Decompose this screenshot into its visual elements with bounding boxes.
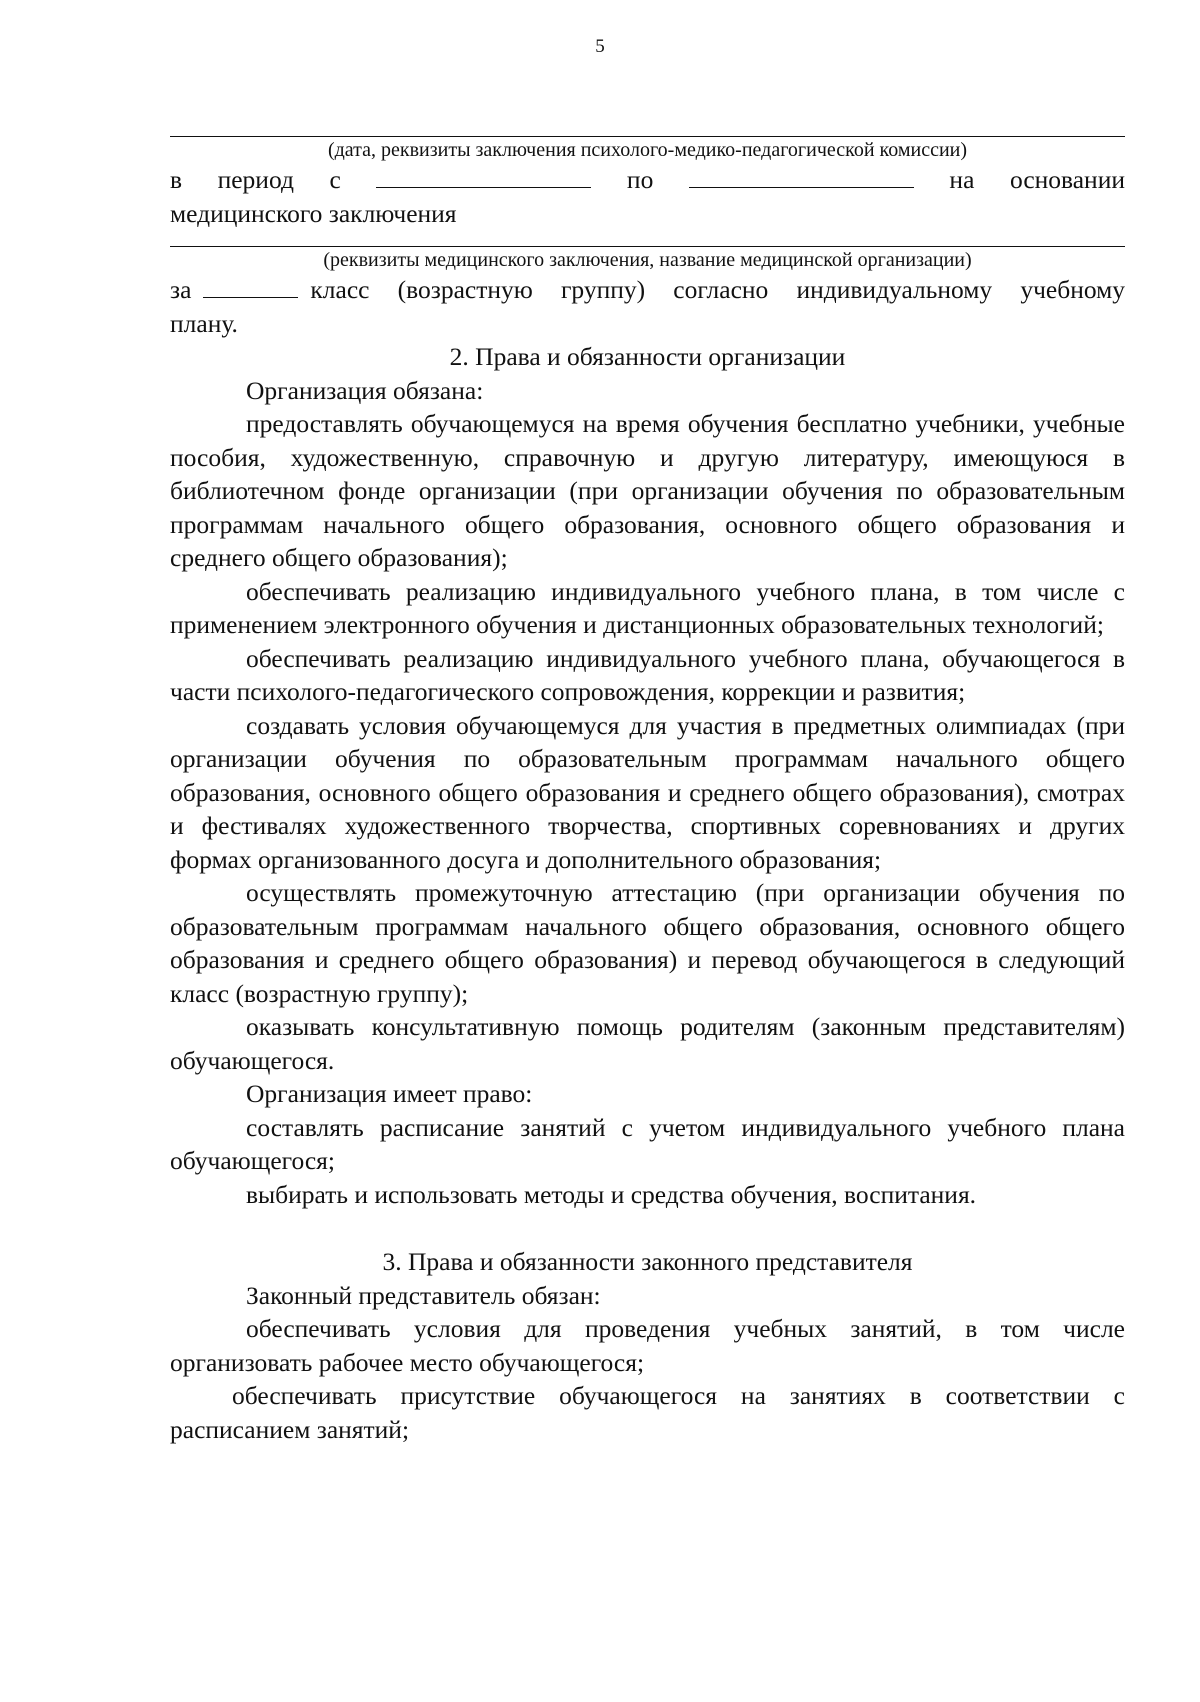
plan-end-text: плану. — [170, 308, 238, 338]
org-right-1: составлять расписание занятий с учетом индивидуального учебного плана обучающегося; — [170, 1112, 1125, 1175]
section-3-heading: 3. Права и обязанности законного представителя — [382, 1247, 913, 1276]
period-word-na: на — [949, 165, 975, 194]
org-right-2: выбирать и использовать методы и средства обучения, воспитания. — [246, 1179, 977, 1209]
class-line — [170, 273, 1125, 307]
org-duty-2: обеспечивать реализацию индивидуального учебного плана, в том числе с применением электронного обучения и дистанционных образовательных технологий; — [170, 576, 1125, 639]
period-start-blank — [376, 165, 591, 188]
med-caption: (реквизиты медицинского заключения, название медицинской организации) — [323, 249, 972, 271]
org-duty-3: обеспечивать реализацию индивидуального учебного плана, обучающегося в части психолого-педагогического сопровождения, коррекции и развития; — [170, 643, 1125, 706]
class-blank — [203, 275, 298, 298]
org-obliged-label: Организация обязана: — [246, 375, 484, 405]
org-duty-5: осуществлять промежуточную аттестацию (при организации обучения по образовательным программам начального общего образования, основного общего образования и среднего общего образования) и перевод обучающегося в следующий класс (возрастную группу); — [170, 878, 1125, 1008]
period-word-v: в — [170, 165, 183, 194]
page-number: 5 — [595, 36, 605, 57]
med-fill-line — [170, 230, 1125, 247]
period-word-s: с — [329, 165, 341, 194]
org-duty-1: предоставлять обучающемуся на время обучения бесплатно учебники, учебные пособия, художественную, справочную и другую литературу, имеющуюся в библиотечном фонде организации (при организации обучения по образовательным программам начального общего образования, основного общего образования и среднего общего образования); — [170, 409, 1125, 572]
rep-obliged-label: Законный представитель обязан: — [246, 1280, 601, 1310]
org-duty-6: оказывать консультативную помощь родителям (законным представителям) обучающегося. — [170, 1012, 1125, 1075]
period-word-po: по — [626, 165, 654, 194]
period-line — [170, 163, 1125, 197]
class-rest: класс (возрастную группу) согласно индивидуальному учебному — [310, 275, 1125, 304]
period-end-blank — [689, 165, 914, 188]
med-conclusion-text: медицинского заключения — [170, 198, 457, 228]
section-2-heading: 2. Права и обязанности организации — [449, 342, 846, 371]
document-body — [170, 120, 1125, 1446]
org-duty-4: создавать условия обучающемуся для участия в предметных олимпиадах (при организации обучения по образовательным программам начального общего образования, основного общего образования и среднего общего образования), смотрах и фестивалях художественного творчества, спортивных соревнованиях и других формах организованного досуга и дополнительного образования; — [170, 710, 1125, 874]
rep-duty-2: обеспечивать присутствие обучающегося на занятиях в соответствии с расписанием занятий; — [170, 1381, 1125, 1444]
period-word: период — [217, 165, 294, 194]
psmpk-caption: (дата, реквизиты заключения психолого-медико-педагогической комиссии) — [327, 139, 968, 161]
class-prefix: за — [170, 275, 192, 304]
org-right-label: Организация имеет право: — [246, 1079, 533, 1108]
psmpk-fill-line — [170, 120, 1125, 137]
rep-duty-1: обеспечивать условия для проведения учебных занятий, в том числе организовать рабочее место обучающегося; — [170, 1314, 1125, 1377]
period-word-osnovanii: основании — [1009, 165, 1125, 194]
